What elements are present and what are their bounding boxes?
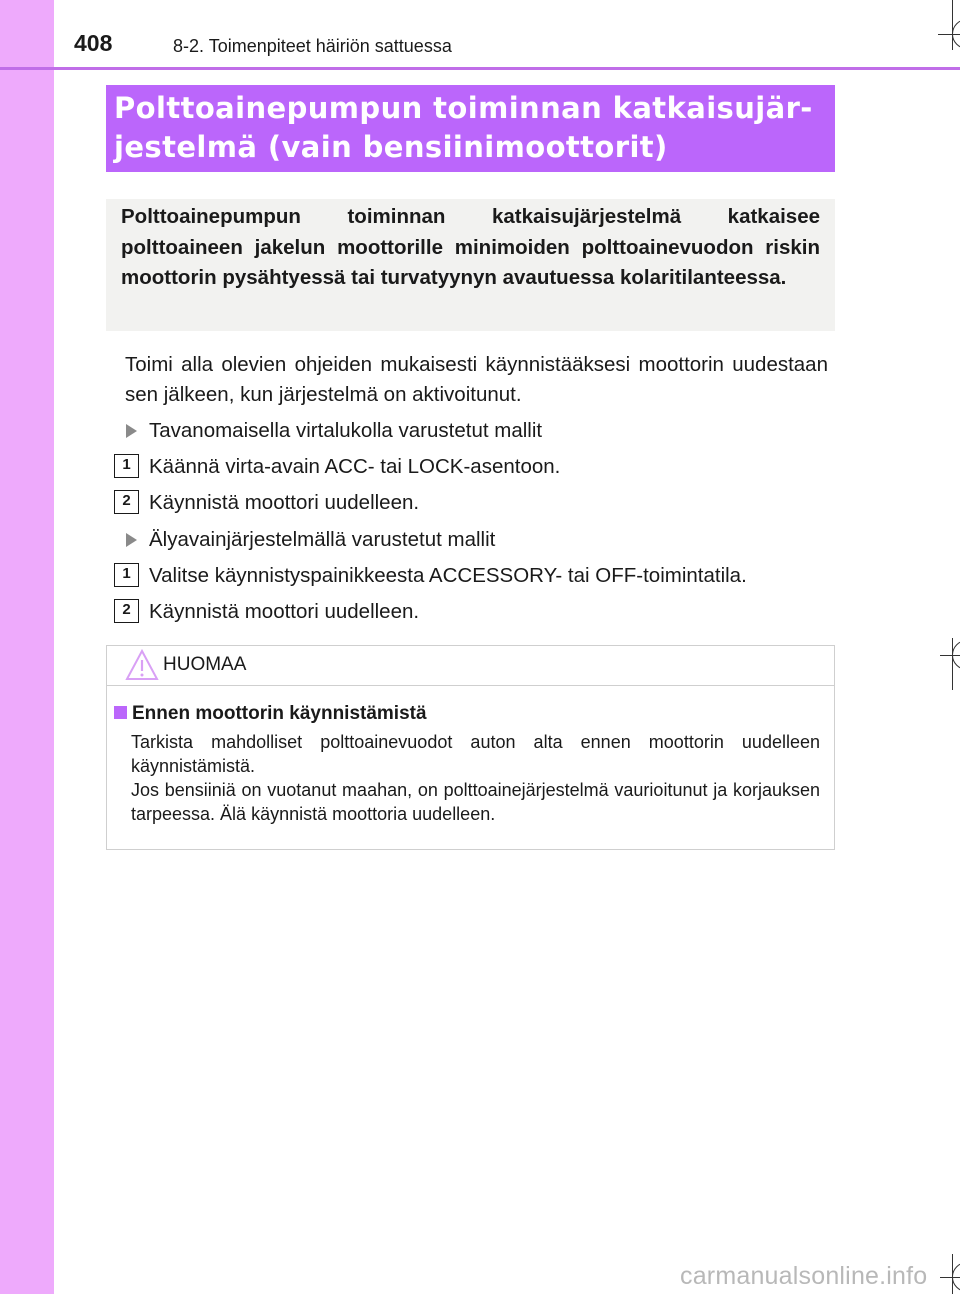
triangle-bullet-icon bbox=[126, 533, 137, 547]
step-number-badge: 1 bbox=[114, 454, 139, 478]
notice-body bbox=[131, 730, 820, 826]
notice-subheading bbox=[114, 703, 427, 725]
step-text: Käynnistä moottori uudelleen. bbox=[149, 600, 420, 623]
step-number-badge: 2 bbox=[114, 599, 139, 623]
section-path: 8-2. Toimenpiteet häiriön sattuessa bbox=[173, 36, 452, 56]
header-rule bbox=[0, 67, 960, 70]
page-number: 408 bbox=[74, 30, 113, 56]
sub-heading-smart-key bbox=[126, 527, 495, 553]
step-text: Käännä virta-avain ACC- tai LOCK-asentoon. bbox=[149, 455, 561, 478]
sub-heading-conventional bbox=[126, 418, 542, 444]
section-title-line-1: Polttoainepumpun toiminnan katkaisujär- bbox=[114, 91, 813, 125]
step-text: Valitse käynnistyspainikkeesta ACCESSORY- tai OFF-toimintatila. bbox=[149, 564, 747, 587]
step-number-badge: 2 bbox=[114, 490, 139, 514]
section-title-line-2: jestelmä (vain bensiinimoottorit) bbox=[114, 130, 668, 164]
watermark: carmanualsonline.info bbox=[680, 1262, 928, 1290]
notice-box bbox=[106, 645, 835, 850]
notice-header bbox=[107, 646, 834, 686]
body-paragraph: Toimi alla olevien ohjeiden mukaisesti käynnistääksesi moottorin uudestaan sen jälkeen, kun järjestelmä on aktivoitunut. bbox=[125, 353, 828, 406]
step-text: Käynnistä moottori uudelleen. bbox=[149, 491, 420, 514]
triangle-bullet-icon bbox=[126, 424, 137, 438]
side-color-band bbox=[0, 0, 54, 1294]
sub-heading-text: Älyavainjärjestelmällä varustetut mallit bbox=[149, 528, 496, 551]
square-bullet-icon bbox=[114, 706, 127, 719]
intro-box bbox=[106, 199, 835, 331]
notice-paragraph: Tarkista mahdolliset polttoainevuodot auton alta ennen moottorin uudelleen käynnistämistä. bbox=[131, 732, 820, 776]
notice-paragraph: Jos bensiiniä on vuotanut maahan, on polttoainejärjestelmä vaurioitunut ja korjauksen tarpeessa. Älä käynnistä moottoria uudelleen. bbox=[131, 780, 820, 824]
notice-subheading-text: Ennen moottorin käynnistämistä bbox=[132, 703, 427, 724]
section-title-box bbox=[106, 85, 835, 172]
warning-triangle-icon bbox=[125, 649, 159, 681]
step-number-badge: 1 bbox=[114, 563, 139, 587]
notice-label: HUOMAA bbox=[163, 654, 247, 675]
intro-text: Polttoainepumpun toiminnan katkaisujärjestelmä katkaisee polttoaineen jakelun moottorille minimoiden polttoainevuodon riskin moottorin pysähtyessä tai turvatyynyn avautuessa kolaritilanteessa. bbox=[121, 205, 820, 289]
sub-heading-text: Tavanomaisella virtalukolla varustetut mallit bbox=[149, 419, 543, 442]
